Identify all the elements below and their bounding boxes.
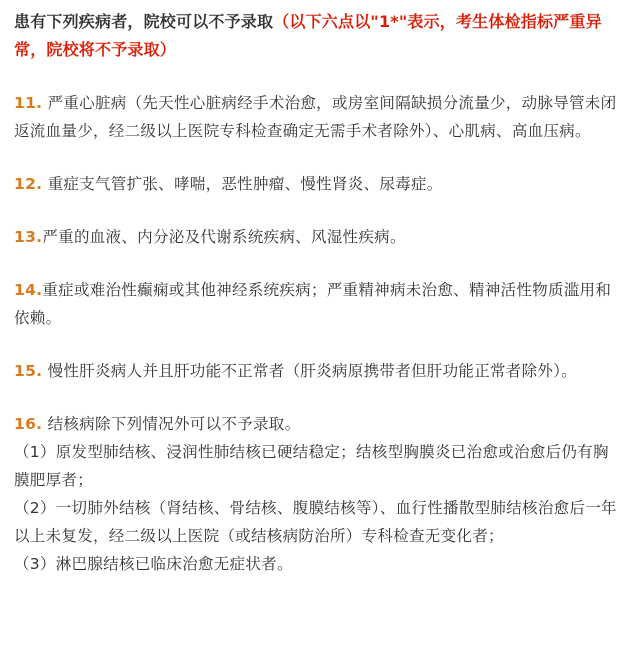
spacer — [14, 145, 617, 170]
item-text: 结核病除下列情况外可以不予录取。 — [42, 415, 301, 433]
item-number: 15. — [14, 362, 43, 380]
list-item-14 — [14, 276, 617, 332]
sub-item-1: （1）原发型肺结核、浸润性肺结核已硬结稳定；结核型胸膜炎已治愈或治愈后仍有胸膜肥厚者； — [14, 443, 609, 489]
item-number: 16. — [14, 415, 43, 433]
spacer — [14, 64, 617, 89]
section-heading — [14, 8, 617, 64]
item-number: 13. — [14, 228, 43, 246]
list-item-15 — [14, 357, 617, 385]
item-number: 14. — [14, 281, 43, 299]
spacer — [14, 198, 617, 223]
item-text: 重症支气管扩张、哮喘，恶性肿瘤、慢性肾炎、尿毒症。 — [42, 175, 443, 193]
item-number: 11. — [14, 94, 43, 112]
spacer — [14, 332, 617, 357]
item-text: 严重的血液、内分泌及代谢系统疾病、风湿性疾病。 — [42, 228, 406, 246]
list-item-16 — [14, 410, 617, 438]
heading-main: 患有下列疾病者，院校可以不予录取 — [14, 12, 274, 31]
list-item-12 — [14, 170, 617, 198]
item-text: 严重心脏病（先天性心脏病经手术治愈，或房室间隔缺损分流量少，动脉导管未闭返流血量少，经二级以上医院专科检查确定无需手术者除外）、心肌病、高血压病。 — [14, 94, 617, 140]
spacer — [14, 251, 617, 276]
item-text: 重症或难治性癫痫或其他神经系统疾病；严重精神病未治愈、精神活性物质滥用和依赖。 — [14, 281, 612, 327]
sub-item-2: （2）一切肺外结核（肾结核、骨结核、腹膜结核等）、血行性播散型肺结核治愈后一年以上未复发，经二级以上医院（或结核病防治所）专科检查无变化者； — [14, 499, 617, 545]
heading-note: （以下六点以"1*"表示，考生体检指标严重异常，院校将不予录取） — [14, 12, 602, 59]
item-text: 慢性肝炎病人并且肝功能不正常者（肝炎病原携带者但肝功能正常者除外）。 — [42, 362, 578, 380]
item-number: 12. — [14, 175, 43, 193]
list-item-13 — [14, 223, 617, 251]
spacer — [14, 385, 617, 410]
list-item-11 — [14, 89, 617, 145]
sub-item-3: （3）淋巴腺结核已临床治愈无症状者。 — [14, 555, 293, 573]
